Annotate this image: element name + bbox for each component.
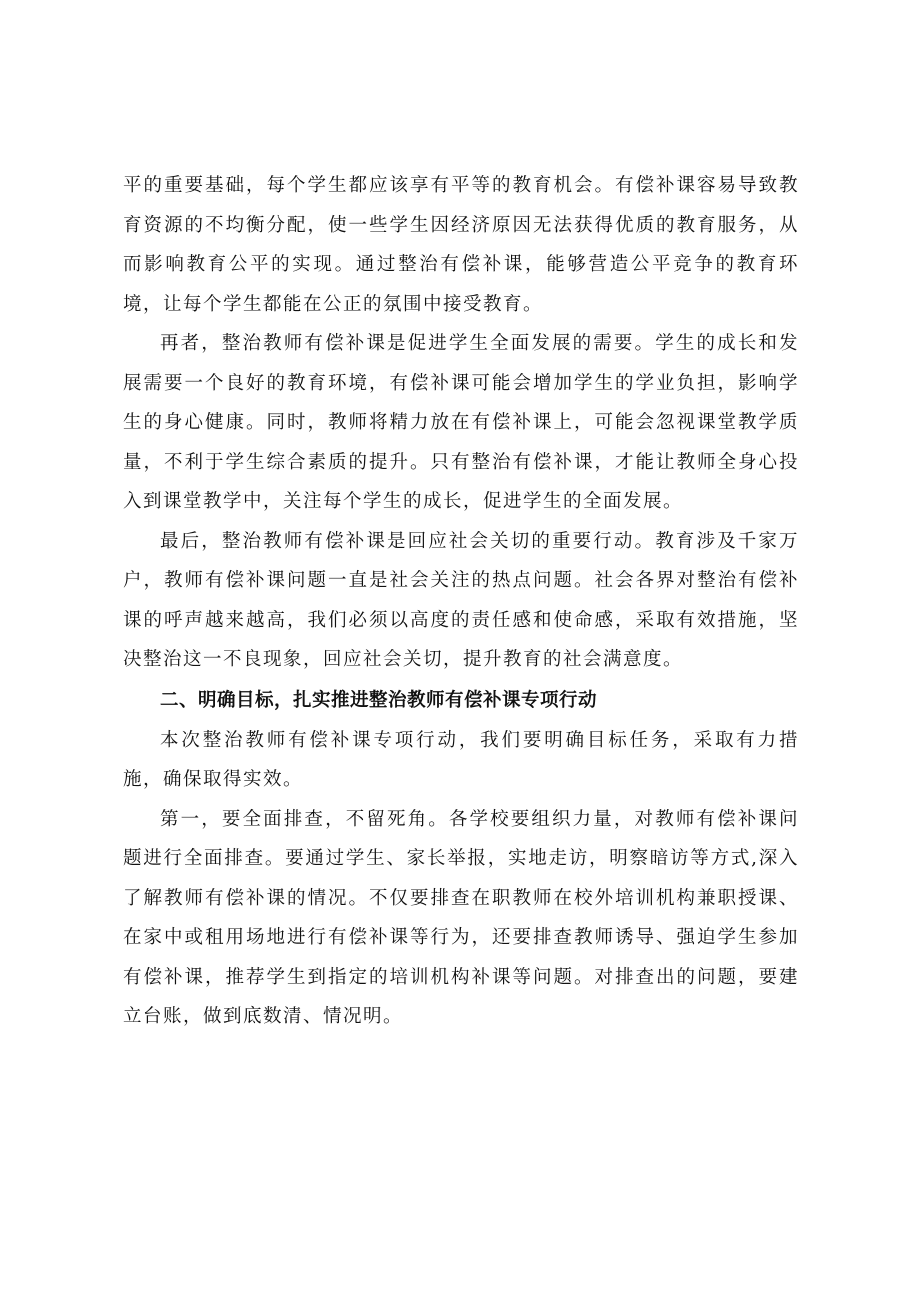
paragraph-body: 本次整治教师有偿补课专项行动，我们要明确目标任务，采取有力措施，确保取得实效。 [123,729,799,790]
paragraph-continuation: 平的重要基础，每个学生都应该享有平等的教育机会。有偿补课容易导致教育资源的不均衡分配，使一些学生因经济原因无法获得优质的教育服务，从而影响教育公平的实现。通过整治有偿补课，能够营造公平竞争的教育环境，让每个学生都能在公正的氛围中接受教育。 [123,175,799,315]
paragraph-body: 再者，整治教师有偿补课是促进学生全面发展的需要。学生的成长和发展需要一个良好的教育环境，有偿补课可能会增加学生的学业负担，影响学生的身心健康。同时，教师将精力放在有偿补课上，可能会忽视课堂教学质量，不利于学生综合素质的提升。只有整治有偿补课，才能让教师全身心投入到课堂教学中，关注每个学生的成长，促进学生的全面发展。 [123,333,799,512]
paragraph-body: 第一，要全面排查，不留死角。各学校要组织力量，对教师有偿补课问题进行全面排查。要通过学生、家长举报，实地走访，明察暗访等方式,深入了解教师有偿补课的情况。不仅要排查在职教师在校外培训机构兼职授课、在家中或租用场地进行有偿补课等行为，还要排查教师诱导、强迫学生参加有偿补课，推荐学生到指定的培训机构补课等问题。对排查出的问题，要建立台账，做到底数清、情况明。 [123,808,799,1027]
paragraph-body: 最后，整治教师有偿补课是回应社会关切的重要行动。教育涉及千家万户，教师有偿补课问题一直是社会关注的热点问题。社会各界对整治有偿补课的呼声越来越高，我们必须以高度的责任感和使命感，采取有效措施，坚决整治这一不良现象，回应社会关切，提升教育的社会满意度。 [123,530,799,670]
document-page [123,166,799,1037]
section-heading: 二、明确目标，扎实推进整治教师有偿补课专项行动 [160,689,598,711]
